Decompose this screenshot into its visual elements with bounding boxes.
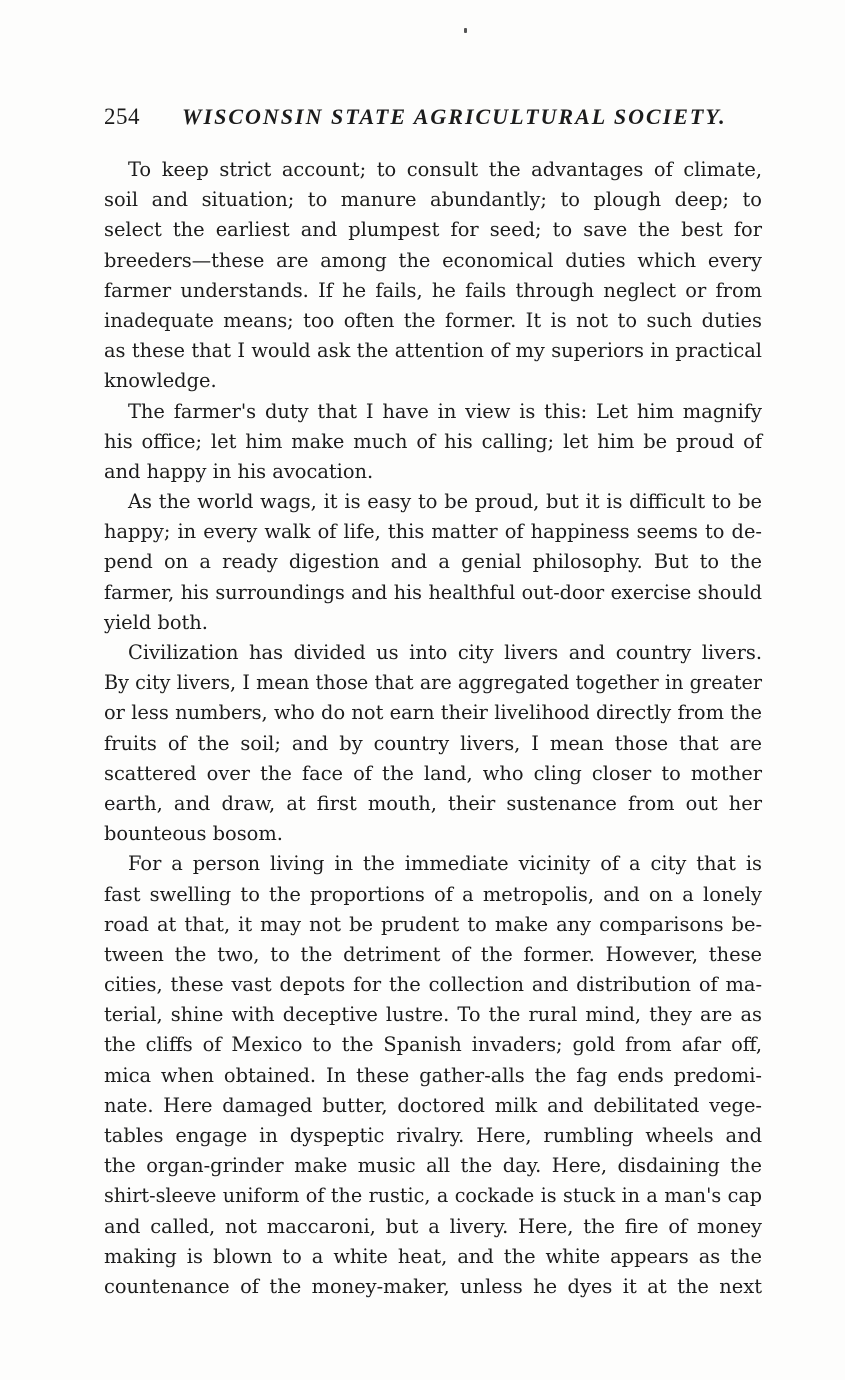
text-line: farmer understands. If he fails, he fails through neglect or from	[104, 278, 762, 302]
text-line: and happy in his avocation.	[104, 459, 374, 483]
text-line: making is blown to a white heat, and the white appears as the	[104, 1244, 762, 1268]
text-line: To keep strict account; to consult the advantages of climate,	[128, 158, 762, 181]
text-line: tables engage in dyspeptic rivalry. Here, rumbling wheels and	[104, 1124, 762, 1147]
text-line: soil and situation; to manure abundantly; to plough deep; to	[104, 188, 762, 212]
text-line: bounteous bosom.	[104, 822, 283, 846]
text-line: knowledge.	[104, 369, 217, 393]
text-line: fruits of the soil; and by country livers, I mean those that are	[104, 731, 762, 755]
text-line: the organ-grinder make music all the day. Here, disdaining the	[104, 1154, 762, 1178]
text-line: shirt-sleeve uniform of the rustic, a cockade is stuck in a man's cap	[104, 1184, 762, 1208]
body-text	[104, 155, 762, 1302]
paragraph	[104, 849, 762, 1302]
text-line: terial, shine with deceptive lustre. To the rural mind, they are as	[104, 1003, 762, 1027]
text-line: nate. Here damaged butter, doctored milk and debilitated vege-	[104, 1093, 762, 1117]
text-line: pend on a ready digestion and a genial philosophy. But to the	[104, 550, 762, 574]
text-line: and called, not maccaroni, but a livery. Here, the fire of money	[104, 1214, 762, 1238]
text-line: mica when obtained. In these gather-alls the fag ends predomi-	[104, 1063, 762, 1087]
text-line: The farmer's duty that I have in view is this: Let him magnify	[128, 399, 762, 423]
text-line: the cliffs of Mexico to the Spanish invaders; gold from afar off,	[104, 1033, 762, 1057]
text-line: or less numbers, who do not earn their livelihood directly from the	[104, 701, 762, 725]
text-line: inadequate means; too often the former. It is not to such duties	[104, 308, 762, 332]
text-line: As the world wags, it is easy to be proud, but it is difficult to be	[128, 490, 762, 514]
scan-speck	[464, 28, 467, 33]
text-line: his office; let him make much of his calling; let him be proud of	[104, 429, 762, 453]
paragraph	[104, 397, 762, 488]
text-line: Civilization has divided us into city livers and country livers.	[128, 641, 762, 664]
text-line: For a person living in the immediate vicinity of a city that is	[128, 852, 762, 876]
text-line: By city livers, I mean those that are aggregated together in greater	[104, 671, 762, 695]
paragraph	[104, 487, 762, 638]
running-head: WISCONSIN STATE AGRICULTURAL SOCIETY.	[182, 104, 727, 129]
text-line: road at that, it may not be prudent to make any comparisons be-	[104, 912, 762, 936]
text-line: happy; in every walk of life, this matter of happiness seems to de-	[104, 520, 762, 544]
page-header	[104, 104, 764, 136]
page-number: 254	[104, 104, 140, 129]
paragraph	[104, 155, 762, 397]
text-line: tween the two, to the detriment of the former. However, these	[104, 942, 762, 966]
text-line: scattered over the face of the land, who cling closer to mother	[104, 761, 762, 785]
text-line: farmer, his surroundings and his healthful out-door exercise should	[104, 580, 762, 604]
text-line: countenance of the money-maker, unless he dyes it at the next	[104, 1274, 762, 1298]
text-line: earth, and draw, at first mouth, their sustenance from out her	[104, 791, 762, 815]
paragraph	[104, 638, 762, 849]
text-line: fast swelling to the proportions of a metropolis, and on a lonely	[104, 882, 762, 906]
text-line: breeders—these are among the economical duties which every	[104, 248, 762, 272]
text-line: select the earliest and plumpest for seed; to save the best for	[104, 218, 762, 242]
text-line: yield both.	[104, 610, 208, 634]
text-line: as these that I would ask the attention of my superiors in practical	[104, 339, 762, 363]
text-line: cities, these vast depots for the collection and distribution of ma-	[104, 973, 762, 997]
